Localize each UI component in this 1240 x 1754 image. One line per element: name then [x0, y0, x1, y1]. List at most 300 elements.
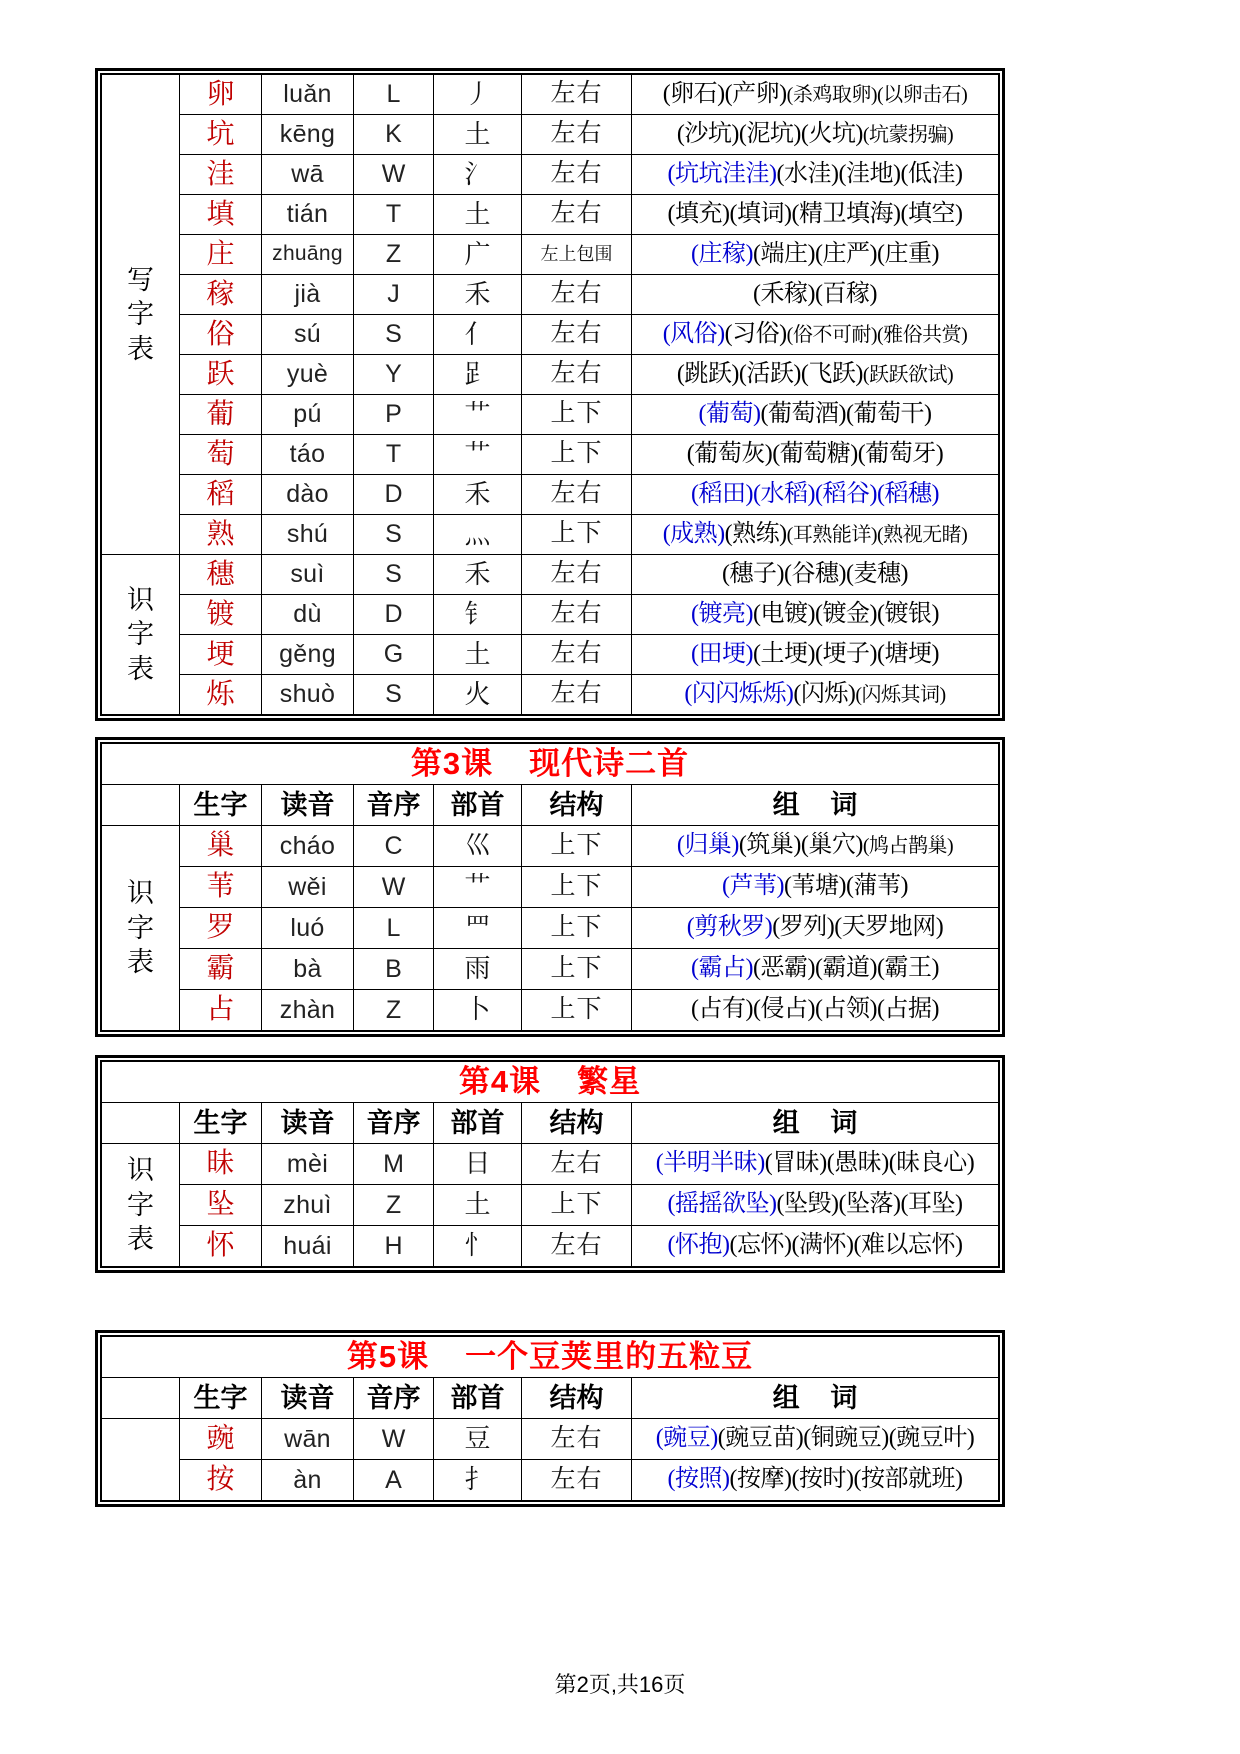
cell-character: 昧	[180, 1144, 262, 1185]
block-lesson-5	[95, 1330, 1005, 1507]
cell-structure: 上下	[522, 1185, 632, 1226]
character-table	[101, 743, 999, 1031]
word-item: (罗列)	[772, 914, 835, 941]
word-item: (成熟)	[662, 520, 725, 547]
word-item: (鸠占鹊巢)	[862, 835, 954, 858]
lesson-name: 一个豆荚里的五粒豆	[465, 1338, 754, 1374]
cell-pinyin: shuò	[262, 675, 354, 715]
word-item: (归巢)	[676, 832, 739, 859]
column-header-2: 音序	[354, 785, 434, 826]
word-item: (葡萄)	[698, 400, 761, 427]
table-row	[102, 555, 999, 595]
cell-radical: 禾	[434, 475, 522, 515]
cell-words	[632, 1460, 999, 1501]
block-lesson-4	[95, 1055, 1005, 1273]
cell-words	[632, 990, 999, 1031]
cell-radical: 氵	[434, 155, 522, 195]
cell-words	[632, 1144, 999, 1185]
cell-pinyin: mèi	[262, 1144, 354, 1185]
table-row	[102, 1144, 999, 1185]
word-item: (庄稼)	[691, 240, 754, 267]
word-item: (田埂)	[691, 640, 754, 667]
column-header-0: 生字	[180, 1103, 262, 1144]
word-item: (闪烁其词)	[855, 683, 946, 706]
cell-character: 卵	[180, 75, 262, 115]
cell-words	[632, 515, 999, 555]
column-header-row	[102, 785, 999, 826]
word-item: (泥坑)	[738, 120, 801, 147]
cell-radical: 钅	[434, 595, 522, 635]
word-item: (填词)	[729, 200, 792, 227]
cell-pinyin: wā	[262, 155, 354, 195]
cell-initial-letter: K	[354, 115, 434, 155]
cell-initial-letter: D	[354, 595, 434, 635]
cell-radical: 日	[434, 1144, 522, 1185]
column-header-2: 音序	[354, 1103, 434, 1144]
header-blank-cell	[102, 1103, 180, 1144]
lesson-title	[102, 744, 999, 785]
cell-radical: 艹	[434, 395, 522, 435]
cell-character: 坑	[180, 115, 262, 155]
word-item: (芦苇)	[722, 873, 784, 900]
cell-structure: 上下	[522, 949, 632, 990]
word-item: (天罗地网)	[834, 914, 944, 941]
cell-character: 镀	[180, 595, 262, 635]
column-header-1: 读音	[262, 1378, 354, 1419]
block-lesson-2-continued	[95, 68, 1005, 721]
cell-initial-letter: S	[354, 675, 434, 715]
word-item: (坠毁)	[776, 1191, 839, 1218]
column-header-3: 部首	[434, 785, 522, 826]
table-row	[102, 515, 999, 555]
table-row	[102, 949, 999, 990]
cell-initial-letter: L	[354, 75, 434, 115]
cell-pinyin: pú	[262, 395, 354, 435]
word-item: (洼地)	[838, 160, 901, 187]
word-item: (庄重)	[876, 240, 939, 267]
cell-initial-letter: Z	[354, 235, 434, 275]
word-item: (镀亮)	[691, 600, 754, 627]
word-item: (霸占)	[691, 955, 754, 982]
word-item: (穗子)	[722, 560, 784, 587]
word-item: (忘怀)	[729, 1232, 792, 1259]
cell-initial-letter: G	[354, 635, 434, 675]
cell-initial-letter: M	[354, 1144, 434, 1185]
cell-character: 稻	[180, 475, 262, 515]
word-item: (铜豌豆)	[803, 1425, 889, 1452]
cell-words	[632, 867, 999, 908]
table-frame	[100, 742, 1000, 1032]
cell-structure: 左右	[522, 115, 632, 155]
cell-character: 稼	[180, 275, 262, 315]
cell-radical: 罒	[434, 908, 522, 949]
word-item: (按时)	[791, 1466, 854, 1493]
word-item: (葡萄灰)	[686, 440, 773, 467]
cell-pinyin: táo	[262, 435, 354, 475]
cell-character: 巢	[180, 826, 262, 867]
cell-pinyin: luǎn	[262, 75, 354, 115]
word-item: (低洼)	[900, 160, 963, 187]
word-item: (习俗)	[724, 320, 787, 347]
group-label-识字表: 识 字 表	[102, 826, 180, 1031]
column-header-5: 组 词	[632, 1378, 999, 1419]
cell-character: 怀	[180, 1226, 262, 1267]
word-item: (霸道)	[815, 955, 877, 982]
cell-character: 烁	[180, 675, 262, 715]
table-row	[102, 675, 999, 715]
word-item: (冒昧)	[764, 1150, 827, 1177]
table-row	[102, 826, 999, 867]
cell-character: 穗	[180, 555, 262, 595]
cell-character: 萄	[180, 435, 262, 475]
lesson-number: 第4课	[458, 1063, 542, 1099]
word-item: (满怀)	[791, 1232, 854, 1259]
cell-radical: 禾	[434, 275, 522, 315]
cell-pinyin: tián	[262, 195, 354, 235]
word-item: (葡萄糖)	[772, 440, 858, 467]
word-item: (愚昧)	[826, 1150, 889, 1177]
word-item: (占领)	[815, 996, 877, 1023]
cell-words	[632, 275, 999, 315]
word-item: (端庄)	[753, 240, 815, 267]
table-row	[102, 275, 999, 315]
cell-character: 跃	[180, 355, 262, 395]
lesson-name: 繁星	[577, 1063, 642, 1099]
word-item: (精卫填海)	[791, 200, 901, 227]
word-item: (筑巢)	[738, 832, 801, 859]
word-item: (镀银)	[876, 600, 939, 627]
table-row	[102, 1419, 999, 1460]
cell-words	[632, 435, 999, 475]
table-row	[102, 75, 999, 115]
cell-initial-letter: W	[354, 1419, 434, 1460]
word-item: (跳跃)	[676, 360, 739, 387]
cell-radical: 丿	[434, 75, 522, 115]
cell-structure: 左右	[522, 275, 632, 315]
cell-structure: 左右	[522, 555, 632, 595]
table-frame	[100, 1335, 1000, 1502]
cell-radical: 灬	[434, 515, 522, 555]
word-item: (土埂)	[753, 640, 815, 667]
word-item: (豌豆苗)	[717, 1425, 804, 1452]
cell-structure: 左右	[522, 195, 632, 235]
word-item: (熟视无睹)	[876, 523, 968, 546]
table-row	[102, 867, 999, 908]
cell-pinyin: zhàn	[262, 990, 354, 1031]
column-header-5: 组 词	[632, 785, 999, 826]
cell-radical: 禾	[434, 555, 522, 595]
word-item: (怀抱)	[667, 1232, 730, 1259]
group-label-none	[102, 1419, 180, 1501]
word-item: (百稼)	[815, 280, 877, 307]
column-header-4: 结构	[522, 1103, 632, 1144]
table-row	[102, 1460, 999, 1501]
word-item: (以卵击石)	[876, 83, 968, 106]
cell-initial-letter: W	[354, 155, 434, 195]
word-item: (闪烁)	[793, 680, 856, 707]
cell-initial-letter: Y	[354, 355, 434, 395]
cell-structure: 左右	[522, 1226, 632, 1267]
header-blank-cell	[102, 785, 180, 826]
cell-character: 苇	[180, 867, 262, 908]
cell-words	[632, 908, 999, 949]
word-item: (卵石)	[662, 80, 725, 107]
cell-character: 豌	[180, 1419, 262, 1460]
cell-structure: 左上包围	[522, 235, 632, 275]
cell-character: 洼	[180, 155, 262, 195]
word-item: (按照)	[667, 1466, 730, 1493]
cell-structure: 左右	[522, 315, 632, 355]
lesson-title	[102, 1337, 999, 1378]
word-item: (摇摇欲坠)	[667, 1191, 777, 1218]
word-item: (坠落)	[838, 1191, 901, 1218]
cell-words	[632, 555, 999, 595]
word-item: (坑坑洼洼)	[667, 160, 777, 187]
table-row	[102, 1185, 999, 1226]
table-row	[102, 395, 999, 435]
cell-words	[632, 595, 999, 635]
cell-words	[632, 826, 999, 867]
cell-structure: 上下	[522, 395, 632, 435]
cell-pinyin: àn	[262, 1460, 354, 1501]
cell-initial-letter: P	[354, 395, 434, 435]
cell-pinyin: shú	[262, 515, 354, 555]
cell-radical: 巛	[434, 826, 522, 867]
column-header-4: 结构	[522, 785, 632, 826]
table-row	[102, 1226, 999, 1267]
group-label-写字表: 写 字 表	[102, 75, 180, 555]
cell-structure: 左右	[522, 595, 632, 635]
word-item: (沙坑)	[676, 120, 739, 147]
cell-initial-letter: Z	[354, 1185, 434, 1226]
cell-structure: 上下	[522, 990, 632, 1031]
lesson-title	[102, 1062, 999, 1103]
word-item: (熟练)	[724, 520, 787, 547]
cell-pinyin: sú	[262, 315, 354, 355]
table-row	[102, 475, 999, 515]
cell-structure: 上下	[522, 908, 632, 949]
lesson-title-row	[102, 1062, 999, 1103]
cell-radical: 土	[434, 1185, 522, 1226]
cell-radical: 土	[434, 635, 522, 675]
word-item: (葡萄牙)	[857, 440, 944, 467]
cell-initial-letter: S	[354, 515, 434, 555]
cell-character: 罗	[180, 908, 262, 949]
cell-structure: 左右	[522, 1460, 632, 1501]
word-item: (雅俗共赏)	[876, 323, 968, 346]
word-item: (耳熟能详)	[786, 523, 877, 546]
column-header-row	[102, 1378, 999, 1419]
word-item: (昧良心)	[888, 1150, 975, 1177]
word-item: (蒲苇)	[845, 873, 908, 900]
cell-structure: 左右	[522, 355, 632, 395]
cell-radical: 广	[434, 235, 522, 275]
word-item: (谷穗)	[784, 560, 846, 587]
cell-words	[632, 475, 999, 515]
cell-pinyin: zhuì	[262, 1185, 354, 1226]
table-row	[102, 435, 999, 475]
word-item: (豌豆)	[655, 1425, 718, 1452]
cell-radical: 亻	[434, 315, 522, 355]
column-header-2: 音序	[354, 1378, 434, 1419]
cell-pinyin: wān	[262, 1419, 354, 1460]
cell-initial-letter: B	[354, 949, 434, 990]
cell-character: 占	[180, 990, 262, 1031]
table-row	[102, 990, 999, 1031]
cell-character: 坠	[180, 1185, 262, 1226]
cell-structure: 左右	[522, 1419, 632, 1460]
table-row	[102, 595, 999, 635]
cell-radical: 扌	[434, 1460, 522, 1501]
word-item: (难以忘怀)	[853, 1232, 963, 1259]
cell-words	[632, 949, 999, 990]
block-lesson-3	[95, 737, 1005, 1037]
table-row	[102, 355, 999, 395]
cell-pinyin: suì	[262, 555, 354, 595]
cell-initial-letter: W	[354, 867, 434, 908]
cell-structure: 左右	[522, 1144, 632, 1185]
cell-character: 埂	[180, 635, 262, 675]
cell-structure: 左右	[522, 75, 632, 115]
lesson-title-row	[102, 744, 999, 785]
word-item: (塘埂)	[876, 640, 939, 667]
cell-pinyin: dù	[262, 595, 354, 635]
cell-structure: 上下	[522, 515, 632, 555]
word-item: (耳坠)	[900, 1191, 963, 1218]
word-item: (庄严)	[815, 240, 877, 267]
group-label-识字表: 识 字 表	[102, 555, 180, 715]
cell-pinyin: luó	[262, 908, 354, 949]
group-label-识字表: 识 字 表	[102, 1144, 180, 1267]
table-row	[102, 635, 999, 675]
cell-words	[632, 1419, 999, 1460]
word-item: (填充)	[667, 200, 730, 227]
word-item: (稻谷)	[815, 480, 877, 507]
word-item: (按摩)	[729, 1466, 792, 1493]
cell-structure: 左右	[522, 635, 632, 675]
table-row	[102, 115, 999, 155]
word-item: (霸王)	[876, 955, 939, 982]
lesson-name: 现代诗二首	[529, 745, 690, 781]
word-item: (坑蒙拐骗)	[862, 123, 954, 146]
cell-radical: 土	[434, 195, 522, 235]
cell-words	[632, 1226, 999, 1267]
cell-initial-letter: T	[354, 435, 434, 475]
word-item: (跃跃欲试)	[862, 363, 954, 386]
cell-radical: 卜	[434, 990, 522, 1031]
word-item: (稻穗)	[876, 480, 939, 507]
cell-pinyin: cháo	[262, 826, 354, 867]
cell-character: 葡	[180, 395, 262, 435]
cell-words	[632, 1185, 999, 1226]
word-item: (苇塘)	[784, 873, 846, 900]
cell-structure: 左右	[522, 475, 632, 515]
cell-initial-letter: J	[354, 275, 434, 315]
table-row	[102, 235, 999, 275]
cell-words	[632, 75, 999, 115]
header-blank-cell	[102, 1378, 180, 1419]
cell-initial-letter: Z	[354, 990, 434, 1031]
word-item: (飞跃)	[800, 360, 863, 387]
column-header-1: 读音	[262, 1103, 354, 1144]
cell-character: 填	[180, 195, 262, 235]
word-item: (占有)	[691, 996, 754, 1023]
word-item: (闪闪烁烁)	[684, 680, 794, 707]
word-item: (俗不可耐)	[786, 323, 877, 346]
cell-pinyin: wěi	[262, 867, 354, 908]
cell-character: 按	[180, 1460, 262, 1501]
cell-structure: 左右	[522, 675, 632, 715]
word-item: (葡萄酒)	[760, 400, 846, 427]
table-row	[102, 195, 999, 235]
character-table	[101, 1061, 999, 1267]
word-item: (埂子)	[815, 640, 877, 667]
cell-pinyin: huái	[262, 1226, 354, 1267]
word-item: (火坑)	[800, 120, 863, 147]
word-item: (葡萄干)	[845, 400, 932, 427]
column-header-4: 结构	[522, 1378, 632, 1419]
cell-character: 庄	[180, 235, 262, 275]
cell-words	[632, 315, 999, 355]
word-item: (水洼)	[776, 160, 839, 187]
cell-words	[632, 395, 999, 435]
cell-character: 霸	[180, 949, 262, 990]
table-row	[102, 315, 999, 355]
column-header-5: 组 词	[632, 1103, 999, 1144]
cell-initial-letter: S	[354, 555, 434, 595]
word-item: (占据)	[876, 996, 939, 1023]
cell-words	[632, 355, 999, 395]
word-item: (按部就班)	[853, 1466, 963, 1493]
cell-radical: 豆	[434, 1419, 522, 1460]
cell-words	[632, 675, 999, 715]
cell-words	[632, 635, 999, 675]
page-footer: 第2页,共16页	[554, 1672, 686, 1697]
cell-structure: 上下	[522, 435, 632, 475]
cell-initial-letter: A	[354, 1460, 434, 1501]
column-header-0: 生字	[180, 1378, 262, 1419]
cell-structure: 上下	[522, 867, 632, 908]
word-item: (麦穗)	[845, 560, 908, 587]
word-item: (豌豆叶)	[888, 1425, 975, 1452]
table-frame	[100, 1060, 1000, 1268]
cell-structure: 左右	[522, 155, 632, 195]
word-item: (禾稼)	[753, 280, 815, 307]
cell-radical: 艹	[434, 867, 522, 908]
cell-initial-letter: T	[354, 195, 434, 235]
character-table	[101, 74, 999, 715]
cell-initial-letter: D	[354, 475, 434, 515]
word-item: (半明半昧)	[655, 1150, 765, 1177]
cell-radical: 土	[434, 115, 522, 155]
word-item: (侵占)	[753, 996, 815, 1023]
cell-words	[632, 155, 999, 195]
word-item: (活跃)	[738, 360, 801, 387]
lesson-number: 第5课	[346, 1338, 430, 1374]
cell-radical: 艹	[434, 435, 522, 475]
table-row	[102, 155, 999, 195]
word-item: (巢穴)	[800, 832, 863, 859]
cell-radical: 雨	[434, 949, 522, 990]
cell-character: 熟	[180, 515, 262, 555]
word-item: (镀金)	[815, 600, 877, 627]
cell-initial-letter: H	[354, 1226, 434, 1267]
word-item: (恶霸)	[753, 955, 815, 982]
cell-pinyin: bà	[262, 949, 354, 990]
cell-words	[632, 195, 999, 235]
lesson-title-row	[102, 1337, 999, 1378]
column-header-1: 读音	[262, 785, 354, 826]
